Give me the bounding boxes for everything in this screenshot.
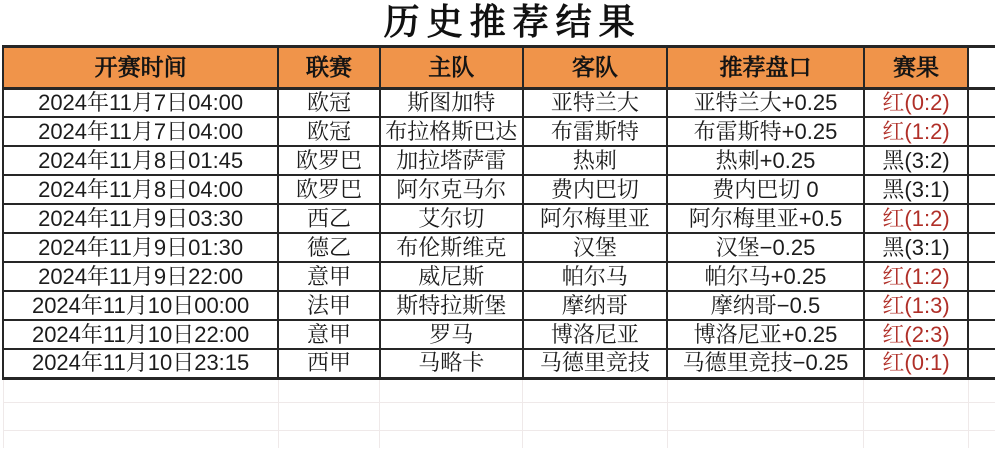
away-team-cell: 博洛尼亚 [523,320,668,349]
page-title: 历史推荐结果 [3,0,968,46]
away-team-cell: 汉堡 [523,233,668,262]
handicap-cell: 布雷斯特+0.25 [667,117,864,146]
match-time-cell: 2024年11月10日23:15 [3,349,278,378]
table-row [3,146,995,175]
empty-stub-cell [968,204,995,233]
table-row [3,204,995,233]
league-cell: 欧罗巴 [278,146,380,175]
handicap-cell: 亚特兰大+0.25 [667,88,864,117]
match-time-cell: 2024年11月10日22:00 [3,320,278,349]
header-result: 赛果 [864,46,969,88]
home-team-cell: 斯特拉斯堡 [380,291,523,320]
home-team-cell: 布伦斯维克 [380,233,523,262]
home-team-cell: 威尼斯 [380,262,523,291]
league-cell: 欧罗巴 [278,175,380,204]
result-text: 红(0:1) [882,350,950,376]
match-time-cell: 2024年11月9日03:30 [3,204,278,233]
table-header-row [3,46,995,88]
result-text: 红(1:2) [882,118,950,144]
empty-grid-row [3,378,995,402]
match-time-cell: 2024年11月10日00:00 [3,291,278,320]
result-text: 红(1:3) [882,292,950,318]
empty-grid-row [3,402,995,430]
match-time-cell: 2024年11月8日01:45 [3,146,278,175]
league-cell: 法甲 [278,291,380,320]
away-team-cell: 阿尔梅里亚 [523,204,668,233]
table-row [3,262,995,291]
table-row [3,175,995,204]
home-team-cell: 马略卡 [380,349,523,378]
handicap-cell: 阿尔梅里亚+0.5 [667,204,864,233]
handicap-cell: 汉堡−0.25 [667,233,864,262]
handicap-cell: 帕尔马+0.25 [667,262,864,291]
table-row [3,349,995,378]
result-text: 黑(3:1) [882,176,950,202]
league-cell: 欧冠 [278,88,380,117]
away-team-cell: 费内巴切 [523,175,668,204]
result-cell [864,320,969,349]
empty-corner-cell [968,0,995,46]
history-results-table [2,0,995,448]
handicap-cell: 热刺+0.25 [667,146,864,175]
empty-stub-cell [968,117,995,146]
result-text: 红(1:2) [882,205,950,231]
empty-grid-row [3,430,995,448]
match-time-cell: 2024年11月7日04:00 [3,117,278,146]
result-cell [864,117,969,146]
handicap-cell: 摩纳哥−0.5 [667,291,864,320]
away-team-cell: 马德里竞技 [523,349,668,378]
result-cell [864,262,969,291]
result-text: 红(2:3) [882,321,950,347]
empty-stub-cell [968,291,995,320]
home-team-cell: 布拉格斯巴达 [380,117,523,146]
title-row [3,0,995,46]
match-time-cell: 2024年11月9日01:30 [3,233,278,262]
result-cell [864,291,969,320]
handicap-cell: 博洛尼亚+0.25 [667,320,864,349]
home-team-cell: 斯图加特 [380,88,523,117]
table-row [3,88,995,117]
result-cell [864,146,969,175]
result-cell [864,88,969,117]
home-team-cell: 艾尔切 [380,204,523,233]
match-time-cell: 2024年11月7日04:00 [3,88,278,117]
result-cell [864,233,969,262]
home-team-cell: 加拉塔萨雷 [380,146,523,175]
result-text: 红(0:2) [882,89,950,115]
handicap-cell: 马德里竞技−0.25 [667,349,864,378]
result-text: 黑(3:2) [882,147,950,173]
header-home-team: 主队 [380,46,523,88]
empty-stub-cell [968,175,995,204]
empty-stub-cell [968,88,995,117]
empty-stub-cell [968,46,995,88]
result-cell [864,175,969,204]
empty-stub-cell [968,146,995,175]
league-cell: 德乙 [278,233,380,262]
away-team-cell: 热刺 [523,146,668,175]
match-time-cell: 2024年11月8日04:00 [3,175,278,204]
header-away-team: 客队 [523,46,668,88]
table-row [3,117,995,146]
league-cell: 意甲 [278,320,380,349]
home-team-cell: 罗马 [380,320,523,349]
league-cell: 西乙 [278,204,380,233]
away-team-cell: 摩纳哥 [523,291,668,320]
result-text: 黑(3:1) [882,234,950,260]
home-team-cell: 阿尔克马尔 [380,175,523,204]
header-kickoff-time: 开赛时间 [3,46,278,88]
league-cell: 西甲 [278,349,380,378]
league-cell: 欧冠 [278,117,380,146]
result-text: 红(1:2) [882,263,950,289]
table-row [3,233,995,262]
match-time-cell: 2024年11月9日22:00 [3,262,278,291]
table-row [3,320,995,349]
table-row [3,291,995,320]
empty-stub-cell [968,320,995,349]
empty-stub-cell [968,262,995,291]
result-cell [864,204,969,233]
empty-stub-cell [968,233,995,262]
result-cell [864,349,969,378]
away-team-cell: 布雷斯特 [523,117,668,146]
handicap-cell: 费内巴切 0 [667,175,864,204]
empty-stub-cell [968,349,995,378]
league-cell: 意甲 [278,262,380,291]
away-team-cell: 帕尔马 [523,262,668,291]
header-league: 联赛 [278,46,380,88]
header-recommended-handicap: 推荐盘口 [667,46,864,88]
away-team-cell: 亚特兰大 [523,88,668,117]
